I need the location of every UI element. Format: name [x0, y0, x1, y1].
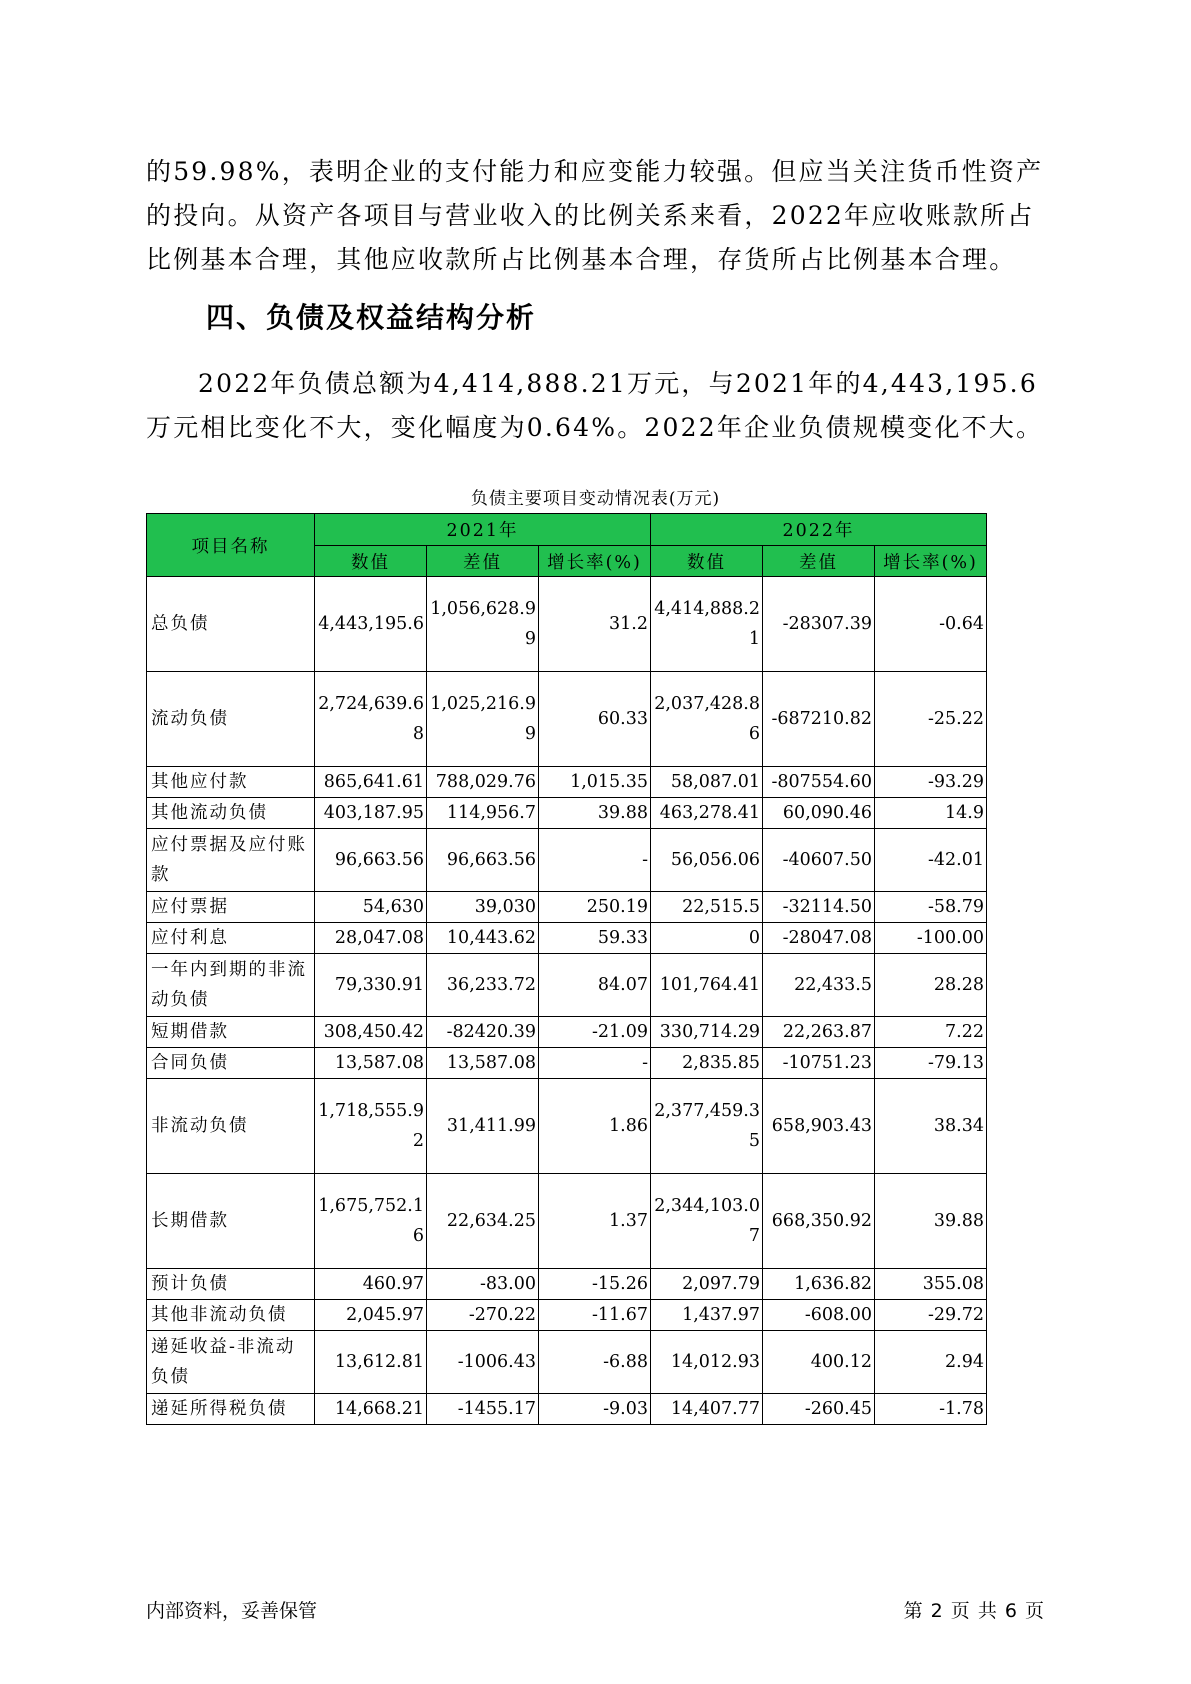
table-row	[147, 923, 987, 954]
cell-diff-2022: 1,636.82	[763, 1269, 875, 1300]
cell-growth-2022: -25.22	[875, 672, 987, 767]
cell-growth-2022: 39.88	[875, 1174, 987, 1269]
row-item-name: 递延收益-非流动负债	[147, 1331, 315, 1394]
cell-diff-2022: 60,090.46	[763, 798, 875, 829]
cell-growth-2021: -	[539, 1048, 651, 1079]
cell-value-2021: 1,718,555.92	[315, 1079, 427, 1174]
cell-diff-2021: -1455.17	[427, 1394, 539, 1425]
cell-diff-2022: 400.12	[763, 1331, 875, 1394]
row-item-name: 短期借款	[147, 1017, 315, 1048]
cell-value-2021: 2,045.97	[315, 1300, 427, 1331]
header-diff-2022: 差值	[763, 546, 875, 577]
cell-diff-2021: 10,443.62	[427, 923, 539, 954]
header-growth-2021: 增长率(%)	[539, 546, 651, 577]
cell-growth-2022: -100.00	[875, 923, 987, 954]
cell-diff-2022: 22,433.5	[763, 954, 875, 1017]
table-row	[147, 1079, 987, 1174]
cell-growth-2022: -58.79	[875, 892, 987, 923]
table-row	[147, 1269, 987, 1300]
cell-growth-2021: 39.88	[539, 798, 651, 829]
table-row	[147, 767, 987, 798]
header-value-2022: 数值	[651, 546, 763, 577]
cell-value-2022: 101,764.41	[651, 954, 763, 1017]
cell-value-2022: 4,414,888.21	[651, 577, 763, 672]
cell-diff-2022: -28047.08	[763, 923, 875, 954]
table-row	[147, 954, 987, 1017]
cell-value-2021: 14,668.21	[315, 1394, 427, 1425]
cell-growth-2022: 7.22	[875, 1017, 987, 1048]
cell-growth-2022: -93.29	[875, 767, 987, 798]
cell-value-2022: 0	[651, 923, 763, 954]
cell-growth-2021: -6.88	[539, 1331, 651, 1394]
cell-growth-2021: 250.19	[539, 892, 651, 923]
footer-page-number: 第 2 页 共 6 页	[903, 1600, 1045, 1622]
cell-diff-2021: -82420.39	[427, 1017, 539, 1048]
paragraph-assets-conclusion: 的59.98%，表明企业的支付能力和应变能力较强。但应当关注货币性资产的投向。从资产各项目与营业收入的比例关系来看，2022年应收账款所占比例基本合理，其他应收款所占比例基本合理，存货所占比例基本合理。	[146, 157, 1044, 274]
cell-diff-2021: 96,663.56	[427, 829, 539, 892]
table-row	[147, 672, 987, 767]
liabilities-table	[146, 513, 987, 1425]
cell-growth-2022: -0.64	[875, 577, 987, 672]
table-row	[147, 1394, 987, 1425]
cell-growth-2021: 1,015.35	[539, 767, 651, 798]
cell-value-2022: 2,377,459.35	[651, 1079, 763, 1174]
cell-value-2022: 14,012.93	[651, 1331, 763, 1394]
cell-value-2021: 308,450.42	[315, 1017, 427, 1048]
cell-growth-2021: -9.03	[539, 1394, 651, 1425]
table-row	[147, 1331, 987, 1394]
row-item-name: 其他流动负债	[147, 798, 315, 829]
header-item-name: 项目名称	[147, 514, 315, 577]
cell-value-2022: 2,835.85	[651, 1048, 763, 1079]
row-item-name: 预计负债	[147, 1269, 315, 1300]
row-item-name: 长期借款	[147, 1174, 315, 1269]
table-row	[147, 1048, 987, 1079]
cell-value-2021: 28,047.08	[315, 923, 427, 954]
cell-growth-2021: -21.09	[539, 1017, 651, 1048]
cell-diff-2021: 114,956.7	[427, 798, 539, 829]
row-item-name: 合同负债	[147, 1048, 315, 1079]
cell-growth-2021: 59.33	[539, 923, 651, 954]
cell-diff-2021: 13,587.08	[427, 1048, 539, 1079]
cell-growth-2022: 38.34	[875, 1079, 987, 1174]
cell-value-2022: 58,087.01	[651, 767, 763, 798]
row-item-name: 应付票据及应付账款	[147, 829, 315, 892]
cell-growth-2021: 60.33	[539, 672, 651, 767]
cell-growth-2022: 28.28	[875, 954, 987, 1017]
cell-diff-2022: -807554.60	[763, 767, 875, 798]
header-growth-2022: 增长率(%)	[875, 546, 987, 577]
cell-growth-2021: 1.86	[539, 1079, 651, 1174]
cell-diff-2022: -687210.82	[763, 672, 875, 767]
cell-growth-2021: -11.67	[539, 1300, 651, 1331]
cell-growth-2022: -79.13	[875, 1048, 987, 1079]
cell-growth-2021: 84.07	[539, 954, 651, 1017]
cell-value-2022: 330,714.29	[651, 1017, 763, 1048]
footer-confidential: 内部资料，妥善保管	[146, 1600, 318, 1622]
table-caption: 负债主要项目变动情况表(万元)	[470, 489, 721, 509]
cell-growth-2021: -15.26	[539, 1269, 651, 1300]
row-item-name: 应付票据	[147, 892, 315, 923]
cell-value-2021: 4,443,195.6	[315, 577, 427, 672]
cell-diff-2021: -83.00	[427, 1269, 539, 1300]
cell-growth-2022: -42.01	[875, 829, 987, 892]
cell-value-2022: 2,344,103.07	[651, 1174, 763, 1269]
cell-growth-2022: -1.78	[875, 1394, 987, 1425]
paragraph-liabilities-summary: 2022年负债总额为4,414,888.21万元，与2021年的4,443,195.6万元相比变化不大，变化幅度为0.64%。2022年企业负债规模变化不大。	[146, 369, 1044, 442]
table-row	[147, 798, 987, 829]
header-value-2021: 数值	[315, 546, 427, 577]
cell-value-2022: 14,407.77	[651, 1394, 763, 1425]
table-row	[147, 577, 987, 672]
cell-value-2021: 403,187.95	[315, 798, 427, 829]
cell-value-2022: 2,097.79	[651, 1269, 763, 1300]
table-row	[147, 829, 987, 892]
cell-growth-2021: 31.2	[539, 577, 651, 672]
cell-diff-2021: 788,029.76	[427, 767, 539, 798]
cell-value-2021: 13,612.81	[315, 1331, 427, 1394]
table-header-row	[147, 514, 987, 546]
cell-diff-2021: -1006.43	[427, 1331, 539, 1394]
cell-diff-2022: -32114.50	[763, 892, 875, 923]
cell-value-2021: 54,630	[315, 892, 427, 923]
table-row	[147, 1300, 987, 1331]
cell-diff-2021: -270.22	[427, 1300, 539, 1331]
cell-growth-2022: 2.94	[875, 1331, 987, 1394]
cell-diff-2022: 22,263.87	[763, 1017, 875, 1048]
cell-diff-2021: 22,634.25	[427, 1174, 539, 1269]
table-row	[147, 892, 987, 923]
cell-diff-2021: 39,030	[427, 892, 539, 923]
header-year-2021: 2021年	[315, 514, 651, 546]
table-row	[147, 1174, 987, 1269]
cell-diff-2022: -260.45	[763, 1394, 875, 1425]
section-heading: 四、负债及权益结构分析	[206, 301, 537, 334]
cell-value-2021: 96,663.56	[315, 829, 427, 892]
cell-value-2021: 79,330.91	[315, 954, 427, 1017]
cell-growth-2021: -	[539, 829, 651, 892]
row-item-name: 其他非流动负债	[147, 1300, 315, 1331]
cell-value-2022: 463,278.41	[651, 798, 763, 829]
cell-diff-2022: 658,903.43	[763, 1079, 875, 1174]
row-item-name: 流动负债	[147, 672, 315, 767]
cell-growth-2022: 14.9	[875, 798, 987, 829]
row-item-name: 应付利息	[147, 923, 315, 954]
header-diff-2021: 差值	[427, 546, 539, 577]
header-year-2022: 2022年	[651, 514, 987, 546]
row-item-name: 非流动负债	[147, 1079, 315, 1174]
cell-value-2021: 1,675,752.16	[315, 1174, 427, 1269]
cell-value-2021: 2,724,639.68	[315, 672, 427, 767]
cell-growth-2022: -29.72	[875, 1300, 987, 1331]
table-row	[147, 1017, 987, 1048]
cell-value-2021: 460.97	[315, 1269, 427, 1300]
cell-value-2022: 1,437.97	[651, 1300, 763, 1331]
cell-value-2022: 22,515.5	[651, 892, 763, 923]
cell-growth-2022: 355.08	[875, 1269, 987, 1300]
cell-diff-2021: 1,025,216.99	[427, 672, 539, 767]
row-item-name: 递延所得税负债	[147, 1394, 315, 1425]
row-item-name: 总负债	[147, 577, 315, 672]
cell-growth-2021: 1.37	[539, 1174, 651, 1269]
cell-value-2022: 2,037,428.86	[651, 672, 763, 767]
cell-diff-2021: 1,056,628.99	[427, 577, 539, 672]
cell-value-2021: 865,641.61	[315, 767, 427, 798]
cell-value-2021: 13,587.08	[315, 1048, 427, 1079]
cell-diff-2022: -608.00	[763, 1300, 875, 1331]
cell-diff-2022: -40607.50	[763, 829, 875, 892]
row-item-name: 其他应付款	[147, 767, 315, 798]
cell-diff-2022: -28307.39	[763, 577, 875, 672]
row-item-name: 一年内到期的非流动负债	[147, 954, 315, 1017]
cell-diff-2021: 36,233.72	[427, 954, 539, 1017]
cell-diff-2022: 668,350.92	[763, 1174, 875, 1269]
cell-diff-2021: 31,411.99	[427, 1079, 539, 1174]
cell-diff-2022: -10751.23	[763, 1048, 875, 1079]
cell-value-2022: 56,056.06	[651, 829, 763, 892]
